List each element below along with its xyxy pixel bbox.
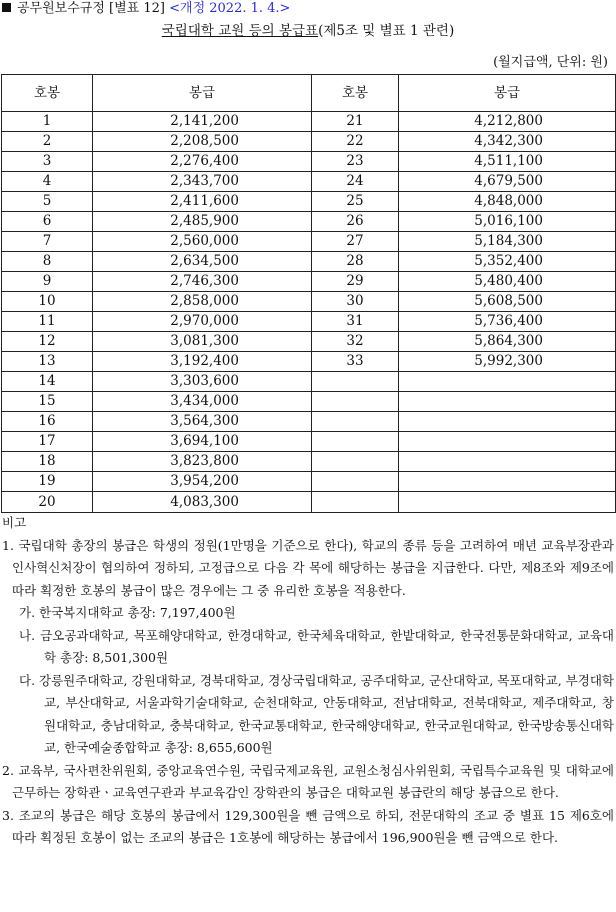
salary-cell: 4,511,100 bbox=[399, 152, 616, 172]
step-cell: 33 bbox=[312, 352, 399, 372]
note-item-3: 3. 조교의 봉급은 해당 호봉의 봉급에서 129,300원을 뺀 금액으로 하되, 전문대학의 조교 중 별표 15 제6호에 따라 획정된 호봉이 없는 조교의 봉급은 1호봉에 해당하는 봉급에서 196,900원을 뺀 금액으로 한다. bbox=[2, 807, 614, 845]
step-cell: 10 bbox=[2, 292, 93, 312]
salary-cell: 3,081,300 bbox=[93, 332, 312, 352]
table-row bbox=[2, 472, 616, 492]
salary-cell: 2,208,500 bbox=[93, 132, 312, 152]
header-step-right: 호봉 bbox=[312, 75, 399, 112]
step-cell bbox=[312, 372, 399, 392]
salary-cell: 4,083,300 bbox=[93, 492, 312, 513]
salary-cell: 5,480,400 bbox=[399, 272, 616, 292]
salary-cell: 4,212,800 bbox=[399, 112, 616, 132]
salary-cell: 3,954,200 bbox=[93, 472, 312, 492]
header-salary-right: 봉급 bbox=[399, 75, 616, 112]
salary-cell: 2,343,700 bbox=[93, 172, 312, 192]
table-row bbox=[2, 352, 616, 372]
salary-cell bbox=[399, 412, 616, 432]
salary-cell: 2,276,400 bbox=[93, 152, 312, 172]
note-item-1-da: 다. 강릉원주대학교, 강원대학교, 경북대학교, 경상국립대학교, 공주대학교, 군산대학교, 목포대학교, 부경대학교, 부산대학교, 서울과학기술대학교, 순천대학교, 안동대학교, 전남대학교, 전북대학교, 제주대학교, 창원대학교, 충남대학교, 충북대학교, 한국교통대학교, 한국해양대학교, 한국교원대학교, 한국방송통신대학교, 한국예술종합학교 총장: 8,655,600원 bbox=[19, 672, 614, 755]
salary-cell: 5,864,300 bbox=[399, 332, 616, 352]
notes-section bbox=[0, 512, 614, 850]
salary-cell: 2,411,600 bbox=[93, 192, 312, 212]
salary-cell: 3,564,300 bbox=[93, 412, 312, 432]
document-header bbox=[2, 0, 290, 18]
salary-cell: 2,141,200 bbox=[93, 112, 312, 132]
note-item-1-na: 나. 금오공과대학교, 목포해양대학교, 한경대학교, 한국체육대학교, 한밭대학교, 한국전통문화대학교, 교육대학 총장: 8,501,300원 bbox=[19, 627, 614, 665]
salary-cell bbox=[399, 492, 616, 513]
step-cell: 27 bbox=[312, 232, 399, 252]
step-cell: 9 bbox=[2, 272, 93, 292]
header-step-left: 호봉 bbox=[2, 75, 93, 112]
step-cell: 1 bbox=[2, 112, 93, 132]
table-row bbox=[2, 372, 616, 392]
step-cell: 31 bbox=[312, 312, 399, 332]
salary-cell: 2,746,300 bbox=[93, 272, 312, 292]
step-cell: 3 bbox=[2, 152, 93, 172]
salary-cell: 2,858,000 bbox=[93, 292, 312, 312]
step-cell: 11 bbox=[2, 312, 93, 332]
step-cell: 30 bbox=[312, 292, 399, 312]
step-cell: 17 bbox=[2, 432, 93, 452]
step-cell bbox=[312, 492, 399, 513]
table-row bbox=[2, 212, 616, 232]
step-cell: 13 bbox=[2, 352, 93, 372]
table-row bbox=[2, 172, 616, 192]
title-reference: (제5조 및 별표 1 관련) bbox=[318, 23, 455, 39]
table-row bbox=[2, 112, 616, 132]
step-cell: 5 bbox=[2, 192, 93, 212]
step-cell: 20 bbox=[2, 492, 93, 513]
table-row bbox=[2, 152, 616, 172]
step-cell bbox=[312, 472, 399, 492]
table-row bbox=[2, 192, 616, 212]
step-cell bbox=[312, 412, 399, 432]
salary-cell: 3,303,600 bbox=[93, 372, 312, 392]
salary-cell: 3,694,100 bbox=[93, 432, 312, 452]
salary-cell: 2,485,900 bbox=[93, 212, 312, 232]
salary-cell bbox=[399, 372, 616, 392]
step-cell: 22 bbox=[312, 132, 399, 152]
step-cell: 19 bbox=[2, 472, 93, 492]
step-cell: 16 bbox=[2, 412, 93, 432]
table-row bbox=[2, 292, 616, 312]
table-row bbox=[2, 132, 616, 152]
unit-note: (월지급액, 단위: 원) bbox=[493, 55, 608, 70]
step-cell: 18 bbox=[2, 452, 93, 472]
step-cell: 24 bbox=[312, 172, 399, 192]
note-item-2: 2. 교육부, 국사편찬위원회, 중앙교육연수원, 국립국제교육원, 교원소청심사위원회, 국립특수교육원 및 대학교에 근무하는 장학관ㆍ교육연구관과 부교육감인 장학관의 봉급은 대학교원 봉급란의 해당 봉급으로 한다. bbox=[2, 762, 614, 800]
salary-table-body bbox=[2, 112, 616, 513]
salary-cell bbox=[399, 452, 616, 472]
salary-cell: 5,184,300 bbox=[399, 232, 616, 252]
salary-cell bbox=[399, 432, 616, 452]
salary-cell: 2,560,000 bbox=[93, 232, 312, 252]
step-cell: 29 bbox=[312, 272, 399, 292]
salary-cell: 5,352,400 bbox=[399, 252, 616, 272]
salary-cell: 3,434,000 bbox=[93, 392, 312, 412]
salary-cell: 2,970,000 bbox=[93, 312, 312, 332]
notes-heading: 비고 bbox=[2, 515, 27, 530]
salary-cell: 5,016,100 bbox=[399, 212, 616, 232]
step-cell: 8 bbox=[2, 252, 93, 272]
step-cell: 26 bbox=[312, 212, 399, 232]
table-header-row bbox=[2, 75, 616, 112]
step-cell: 32 bbox=[312, 332, 399, 352]
table-row bbox=[2, 272, 616, 292]
step-cell: 12 bbox=[2, 332, 93, 352]
salary-cell: 4,848,000 bbox=[399, 192, 616, 212]
step-cell: 21 bbox=[312, 112, 399, 132]
step-cell bbox=[312, 432, 399, 452]
table-row bbox=[2, 252, 616, 272]
table-row bbox=[2, 312, 616, 332]
salary-cell: 2,634,500 bbox=[93, 252, 312, 272]
page-title bbox=[0, 22, 616, 40]
table-row bbox=[2, 232, 616, 252]
salary-cell bbox=[399, 472, 616, 492]
salary-table bbox=[1, 74, 616, 513]
header-salary-left: 봉급 bbox=[93, 75, 312, 112]
step-cell: 2 bbox=[2, 132, 93, 152]
salary-cell: 4,342,300 bbox=[399, 132, 616, 152]
note-item-1-ga: 가. 한국복지대학교 총장: 7,197,400원 bbox=[19, 605, 236, 620]
step-cell: 4 bbox=[2, 172, 93, 192]
square-bullet-icon bbox=[2, 3, 11, 12]
table-row bbox=[2, 392, 616, 412]
step-cell: 14 bbox=[2, 372, 93, 392]
salary-cell bbox=[399, 392, 616, 412]
salary-cell: 5,736,400 bbox=[399, 312, 616, 332]
step-cell: 25 bbox=[312, 192, 399, 212]
table-row bbox=[2, 432, 616, 452]
step-cell: 7 bbox=[2, 232, 93, 252]
appendix-label: 공무원보수규정 [별표 12] bbox=[17, 1, 165, 16]
table-row bbox=[2, 452, 616, 472]
table-row bbox=[2, 492, 616, 513]
note-item-1: 1. 국립대학 총장의 봉급은 학생의 정원(1만명을 기준으로 한다), 학교의 종류 등을 고려하여 매년 교육부장관과 인사혁신처장이 협의하여 정하되, 고정급으로 다음 각 목에 해당하는 봉급을 지급한다. 다만, 제8조와 제9조에 따라 획정한 호봉의 봉급이 많은 경우에는 그 중 유리한 호봉을 적용한다. bbox=[2, 537, 614, 598]
title-main: 국립대학 교원 등의 봉급표 bbox=[161, 23, 319, 39]
step-cell bbox=[312, 392, 399, 412]
step-cell: 15 bbox=[2, 392, 93, 412]
step-cell: 23 bbox=[312, 152, 399, 172]
salary-cell: 3,192,400 bbox=[93, 352, 312, 372]
table-row bbox=[2, 332, 616, 352]
salary-cell: 5,992,300 bbox=[399, 352, 616, 372]
amendment-link[interactable]: <개정 2022. 1. 4.> bbox=[169, 1, 291, 16]
salary-cell: 3,823,800 bbox=[93, 452, 312, 472]
table-row bbox=[2, 412, 616, 432]
step-cell: 28 bbox=[312, 252, 399, 272]
salary-cell: 4,679,500 bbox=[399, 172, 616, 192]
step-cell bbox=[312, 452, 399, 472]
salary-cell: 5,608,500 bbox=[399, 292, 616, 312]
step-cell: 6 bbox=[2, 212, 93, 232]
